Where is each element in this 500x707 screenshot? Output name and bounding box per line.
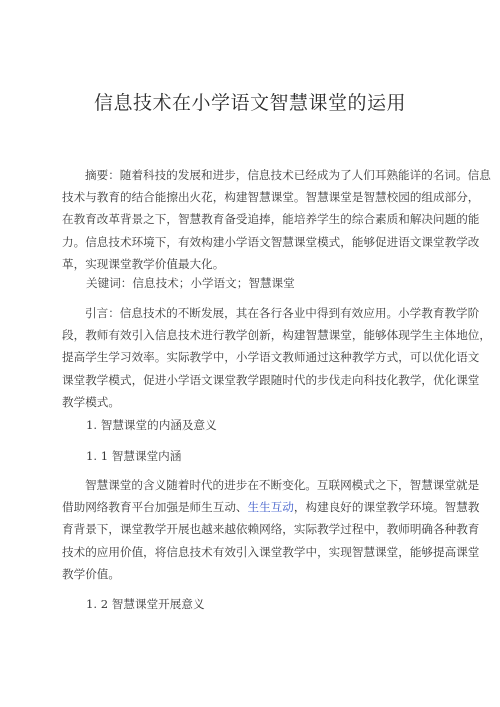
- intro-paragraph: [62, 302, 491, 413]
- connotation-line: 教学价值。: [62, 566, 120, 581]
- connotation-text: 借助网络教育平台加强是师生互动、: [62, 500, 248, 515]
- intro-line: 段，教师有效引入信息技术进行教学创新，构建智慧课堂，能够体现学生主体地位，: [62, 328, 491, 343]
- keywords-line: 关键词：信息技术；小学语文；智慧课堂: [86, 276, 295, 290]
- abstract-line: 力。信息技术环境下，有效构建小学语文智慧课堂模式，能够促进语文课堂教学改: [62, 234, 480, 249]
- connotation-line: 技术的应用价值，将信息技术有效引入课堂教学中，实现智慧课堂，能够提高课堂: [62, 544, 480, 559]
- interaction-link[interactable]: 生生互动: [247, 500, 294, 515]
- section-heading-1-1: 1. 1 智慧课堂内涵: [86, 449, 182, 463]
- abstract-paragraph: [62, 164, 491, 275]
- connotation-line: [62, 496, 480, 518]
- paper-title: 信息技术在小学语文智慧课堂的运用: [93, 92, 406, 114]
- abstract-line: 在教育改革背景之下，智慧教育备受追捧，能培养学生的综合素质和解决问题的能: [62, 212, 480, 227]
- section-heading-1-2: 1. 2 智慧课堂开展意义: [86, 597, 205, 611]
- connotation-line: 智慧课堂的含义随着时代的进步在不断变化。互联网模式之下，智慧课堂就是: [85, 478, 480, 492]
- intro-line: 提高学生学习效率。实际教学中，小学语文教师通过这种教学方式，可以优化语文: [62, 350, 480, 365]
- abstract-line: 革，实现课堂教学价值最大化。: [62, 256, 225, 271]
- intro-line: 引言：信息技术的不断发展，其在各行各业中得到有效应用。小学教育教学阶: [85, 306, 480, 320]
- intro-line: 教学模式。: [62, 394, 120, 409]
- connotation-text: ，构建良好的课堂教学环境。智慧教: [293, 500, 480, 515]
- abstract-line: 摘要：随着科技的发展和进步，信息技术已经成为了人们耳熟能详的名词。信息: [85, 168, 491, 182]
- intro-line: 课堂教学模式，促进小学语文课堂教学跟随时代的步伐走向科技化教学，优化课堂: [62, 372, 480, 387]
- section-heading-1: 1. 智慧课堂的内涵及意义: [86, 418, 217, 432]
- connotation-paragraph: [62, 474, 480, 585]
- abstract-line: 技术与教育的结合能擦出火花，构建智慧课堂。智慧课堂是智慧校园的组成部分，: [62, 190, 480, 205]
- connotation-line: 育背景下，课堂教学开展也越来越依赖网络，实际教学过程中，教师明确各种教育: [62, 522, 480, 537]
